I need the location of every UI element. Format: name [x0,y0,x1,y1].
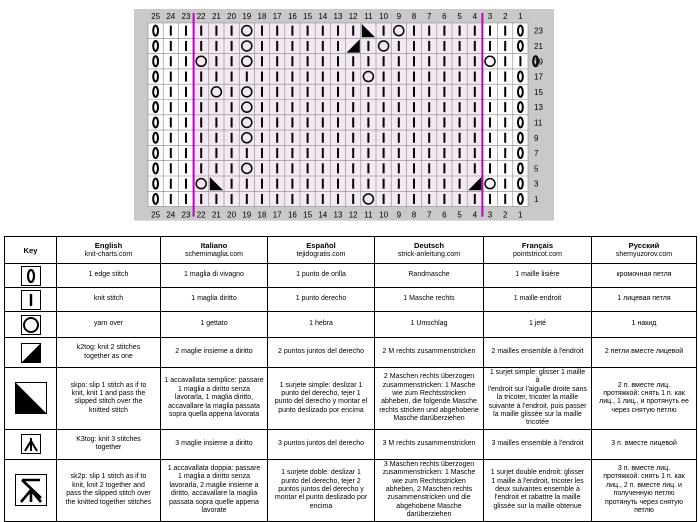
legend-symbol-cell [5,459,57,521]
legend-cell-english [57,459,161,521]
column-number: 25 [151,12,161,21]
legend-text-line: la maille glissée sur la maille [493,411,582,419]
legend-text-line: 1 maglia a diritto senza [178,385,250,393]
column-number: 7 [426,12,432,21]
legend-text-line: puntos juntos del derecho y [278,486,364,494]
legend-text-line: lavorarla, 1 maglia diritto, [174,394,254,402]
row-number: 3 [534,179,539,189]
legend-cell-русский [592,368,697,430]
column-number: 23 [181,12,191,21]
legend-text-line: darüberziehen [406,511,452,519]
legend-text-line: протяжкой: снять 1 п. как [603,473,685,481]
legend-cell-english [57,288,161,312]
legend-cell-русский [592,429,697,459]
legend-text-line: 1 накид [631,320,657,328]
legend-text-line: 1 punto de orilla [296,271,346,279]
row-number: 13 [534,103,543,113]
legend-header-6 [592,237,697,264]
column-number: 17 [272,12,282,21]
legend-text-line: lavorate [201,507,227,515]
legend-symbol-cell [5,312,57,338]
k2tog-icon [21,343,41,363]
legend-text-line: k2tog: knit 2 stitches [76,344,141,352]
column-number: 16 [287,210,297,220]
row-number: 21 [534,41,543,51]
column-number: 14 [318,210,328,220]
column-number: 14 [318,12,328,21]
knitting-chart [0,0,700,232]
column-number: 6 [442,12,447,21]
legend-text-line: rechts stricken und abgehobene [379,406,479,414]
legend-symbol-cell [5,368,57,430]
column-number: 5 [457,12,462,21]
row-number: 9 [534,133,539,143]
legend-text-line: knitted stitch [89,406,128,414]
legend-cell-italiano [161,459,268,521]
legend-cell-français [484,429,592,459]
legend-text-line: 3 п. вместе лиц. [617,465,671,473]
legend-text-line: tricotée [526,419,549,427]
column-number: 2 [502,210,508,220]
column-number: 12 [348,12,358,21]
legend-header-0 [5,237,57,264]
column-number: 9 [396,12,402,21]
legend-text-line: 1 maille à l'endroit, tricoter les [491,477,584,485]
legend-header-language: Italiano [200,241,228,250]
legend-text-line: лиц., 1 лиц., и протянуть ее [599,398,689,406]
legend-header-language: Deutsch [414,241,444,250]
legend-text-line: 1 maglia a diritto senza [178,473,250,481]
column-number: 24 [166,210,176,220]
legend-text-line: skpo: slip 1 stitch as if to [70,381,147,389]
legend-symbol-cell [5,288,57,312]
legend-text-line: deux suivantes ensemble à [495,486,580,494]
legend-cell-español [268,312,375,338]
row-number: 23 [534,26,543,36]
legend-header-site: shemyuzorov.com [615,251,673,258]
legend-cell-english [57,312,161,338]
legend-text-line: полученную петлю [613,490,675,498]
legend-cell-español [268,338,375,368]
legend-cell-italiano [161,312,268,338]
legend-cell-deutsch [375,459,484,521]
legend-cell-français [484,338,592,368]
legend-text-line: encima [309,502,333,510]
legend-text-line: 2 п. вместе лиц. [617,381,671,389]
legend-row [5,338,697,368]
legend-cell-italiano [161,368,268,430]
column-number: 8 [411,12,417,21]
legend-cell-english [57,429,161,459]
legend-text-line: через снятую петлю [611,406,677,414]
column-number: 5 [457,210,462,220]
legend-text-line: together [95,444,122,452]
legend-header-language: Français [521,241,554,250]
legend-text-line: suivante à l'endroit, puis passer [488,402,587,410]
legend-text-line: wie zum Rechtsstricken [392,477,466,485]
legend-row [5,264,697,288]
column-number: 15 [303,210,313,220]
legend-text-line: протянуть через снятую [604,498,684,506]
column-number: 22 [196,210,206,220]
row-number: 7 [534,149,539,159]
legend-row [5,288,697,312]
legend-text-line: 1 edge stitch [88,271,129,279]
legend-text-line: петлю [634,507,654,515]
legend-text-line: l'endroit sur l'aiguille droite sans [488,385,587,393]
legend-cell-english [57,264,161,288]
legend-table [4,236,697,522]
legend-text-line: 2 M rechts zusammenstricken [382,348,476,356]
column-number: 11 [364,12,373,21]
legend-text-line: 3 Maschen rechts überzogen [383,460,475,468]
column-number: 10 [379,12,389,21]
row-number: 19 [534,57,543,67]
legend-cell-español [268,288,375,312]
sk2p-icon [15,474,47,506]
legend-text-line: 1 gettato [200,320,228,328]
legend-header-site: tejidogratis.com [296,251,346,258]
legend-cell-italiano [161,429,268,459]
legend-text-line: zusammenstricken und die [387,494,471,502]
legend-header-language: Español [306,241,336,250]
legend-text-line: Randmasche [408,271,450,279]
legend-text-line: passata sopra quelle appena [169,498,259,506]
legend-cell-italiano [161,288,268,312]
legend-text-line: 1 accavallata semplice: passare [164,377,264,385]
column-number: 4 [472,12,478,21]
legend-text-line: zusammenstricken: 1 Masche [382,381,476,389]
legend-symbol-cell [5,429,57,459]
legend-cell-deutsch [375,264,484,288]
column-number: 17 [272,210,282,220]
column-number: 1 [518,12,523,21]
legend-row [5,459,697,521]
legend-text-line: 1 maille lisière [515,271,560,279]
legend-text-line: 3 puntos juntos del derecho [277,440,364,448]
column-number: 25 [151,210,161,220]
column-number: 6 [442,210,447,220]
legend-cell-deutsch [375,288,484,312]
row-number: 17 [534,72,543,82]
legend-text-line: протяжкой: снять 1 п. как [603,390,685,398]
legend-cell-français [484,312,592,338]
column-number: 1 [518,210,523,220]
legend-cell-русский [592,338,697,368]
legend-cell-english [57,368,161,430]
knit-stitch-icon [21,290,41,310]
legend-header-language: Русский [628,241,660,250]
column-number: 4 [472,210,478,220]
legend-text-line: 1 Umschlag [410,320,448,328]
legend-cell-deutsch [375,338,484,368]
legend-text-line: punto del derecho, tejer 2 [281,477,361,485]
legend-cell-русский [592,312,697,338]
legend-symbol-cell [5,338,57,368]
legend-text-line: yarn over [93,320,124,328]
legend-header-2 [161,237,268,264]
legend-cell-français [484,264,592,288]
legend-text-line: 3 п. вместе лицевой [611,440,677,448]
column-number: 19 [242,12,252,21]
legend-header-language: English [94,241,123,250]
column-number: 21 [211,12,221,21]
legend-text-line: 1 лицевая петля [617,295,671,303]
legend-text-line: 2 Maschen rechts überzogen [383,373,475,381]
legend-header-site: strick-anleitung.com [397,251,461,258]
legend-header-site: knit-charts.com [84,251,133,258]
column-number: 16 [287,12,297,21]
column-number: 8 [411,210,417,220]
legend-cell-italiano [161,338,268,368]
row-number: 11 [534,118,543,128]
legend-cell-русский [592,264,697,288]
legend-header-site: pointstricot.com [512,251,563,258]
skpo-icon [15,382,47,414]
legend-cell-русский [592,459,697,521]
column-number: 11 [364,210,373,220]
column-number: 19 [242,210,252,220]
yarn-over-icon [21,315,41,335]
column-number: 13 [333,12,343,21]
legend-cell-deutsch [375,312,484,338]
column-number: 23 [181,210,191,220]
legend-text-line: 1 maille endroit [513,295,562,303]
column-number: 18 [257,12,267,21]
legend-row [5,312,697,338]
legend-text-line: 1 maglia di vivagno [184,271,244,279]
legend-text-line: slipped stitch over the [74,398,143,406]
row-number: 15 [534,87,543,97]
legend-text-line: punto deslizado por encima [278,406,364,414]
column-number: 2 [502,12,508,21]
legend-text-line: кромочная петля [616,271,672,279]
legend-text-line: l'endroit et rabattre la maille [494,494,581,502]
legend-cell-español [268,429,375,459]
legend-text-line: 1 Masche rechts [403,295,455,303]
column-number: 20 [227,12,237,21]
column-number: 21 [211,210,221,220]
legend-text-line: 2 maglie insieme a diritto [175,348,253,356]
legend-cell-deutsch [375,368,484,430]
column-number: 13 [333,210,343,220]
column-number: 18 [257,210,267,220]
column-number: 24 [166,12,176,21]
legend-header-1 [57,237,161,264]
legend-text-line: pass the slipped stitch over [66,490,151,498]
legend-text-line: K3tog: knit 3 stitches [76,435,141,443]
legend-text-line: punto del derecho, tejer 1 [281,390,361,398]
legend-text-line: 1 surjete doble: deslizar 1 [281,469,361,477]
legend-row [5,368,697,430]
legend-header-5 [484,237,592,264]
legend-text-line: la tricoter, tricoter la maille [496,394,579,402]
column-number: 20 [227,210,237,220]
legend-header-language: Key [23,245,38,255]
column-number: 10 [379,210,389,220]
edge-stitch-icon [21,266,41,286]
legend-text-line: 3 mailles ensemble à l'endroit [491,440,584,448]
legend-header-4 [375,237,484,264]
legend-cell-english [57,338,161,368]
row-number: 5 [534,164,539,174]
legend-symbol-cell [5,264,57,288]
row-number: 1 [534,194,539,204]
k3tog-icon [21,434,41,454]
legend-text-line: Masche darüberziehen [393,415,465,423]
legend-text-line: lavorarla, 2 maglie insieme a [169,481,259,489]
legend-text-line: knit, knit 1 and pass the [71,390,146,398]
legend-cell-italiano [161,264,268,288]
legend-text-line: 3 M rechts zusammenstricken [382,440,476,448]
legend-text-line: 2 puntos juntos del derecho [277,348,364,356]
legend-text-line: sopra quella appena lavorata [168,411,260,419]
legend-cell-deutsch [375,429,484,459]
legend-text-line: лиц., 2 п. вместе лиц. и [606,481,682,489]
legend-text-line: together as one [84,352,133,360]
legend-text-line: knit stitch [93,295,124,303]
legend-text-line: the knitted together stitches [65,498,152,506]
legend-text-line: punto del derecho y montar el [274,398,368,406]
legend-text-line: 2 mailles ensemble à l'endroit [491,348,584,356]
legend-text-line: abheben, die folgende Masche [381,398,477,406]
legend-cell-français [484,459,592,521]
legend-text-line: 1 jeté [528,320,547,328]
legend-cell-français [484,288,592,312]
legend-text-line: 1 maglia diritto [191,295,237,303]
column-number: 12 [348,210,358,220]
legend-text-line: montar el punto deslizado por [274,494,368,502]
legend-text-line: wie zum Rechtsstricken [392,390,466,398]
column-number: 22 [196,12,206,21]
legend-text-line: 1 surjete simple: deslizar 1 [279,381,363,389]
legend-text-line: 1 surjet simple: glisser 1 maille à [489,369,586,385]
legend-row [5,429,697,459]
legend-text-line: glissée sur la maille obtenue [493,502,582,510]
legend-cell-español [268,264,375,288]
legend-text-line: 1 punto derecho [295,295,347,303]
legend-cell-русский [592,288,697,312]
legend-cell-español [268,459,375,521]
legend-cell-français [484,368,592,430]
legend-text-line: 3 maglie insieme a diritto [175,440,253,448]
legend-text-line: 1 surjet double endroit: glisser [490,469,585,477]
column-number: 9 [396,210,402,220]
legend-text-line: diritto, accavallare la maglia [170,490,258,498]
legend-text-line: accavallare la maglia passata [168,402,260,410]
legend-text-line: 1 accavallata doppia: passare [167,465,261,473]
legend-text-line: knit, knit 2 together and [72,481,145,489]
legend-text-line: abheben, 2 Maschen rechts [385,486,473,494]
legend-cell-español [268,368,375,430]
legend-text-line: zusammenstricken: 1 Masche [382,469,476,477]
legend-text-line: abgehobene Masche [396,502,462,510]
legend-header-3 [268,237,375,264]
legend-header-site: schemimaglia.com [185,251,243,258]
column-number: 3 [487,12,493,21]
legend-text-line: sk2p: slip 1 stitch as if to [70,473,147,481]
column-number: 15 [303,12,313,21]
column-number: 3 [487,210,493,220]
column-number: 7 [426,210,432,220]
legend-text-line: 2 петли вместе лицевой [604,348,684,356]
legend-text-line: 1 hebra [309,320,333,328]
